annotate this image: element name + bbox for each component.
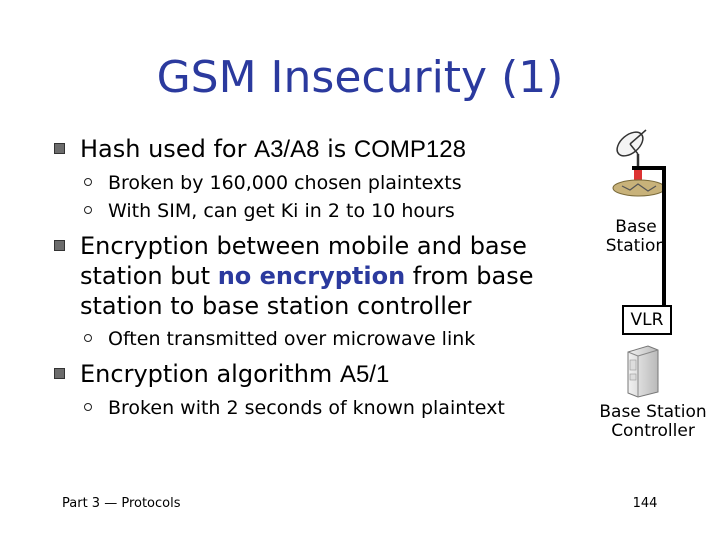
sub-bullet-item (54, 169, 594, 197)
bullet-text: from base station to base station controller (80, 262, 534, 320)
bullet-text: is (319, 135, 354, 163)
circle-bullet-icon (84, 403, 92, 411)
bullet-text: Encryption algorithm (80, 360, 340, 388)
bullet-text: no encryption (217, 262, 406, 290)
footer-text: Part 3 — Protocols (62, 496, 181, 511)
sub-bullet-item (54, 325, 594, 353)
bullet-text: COMP128 (353, 136, 466, 163)
bullet-text: Hash used for (80, 135, 255, 163)
page-number: 144 (632, 496, 658, 511)
circle-bullet-icon (84, 334, 92, 342)
base-station-label: Base Station (605, 217, 667, 256)
bullet-list (54, 134, 594, 428)
bullet-text: A5/1 (339, 361, 390, 388)
bullet-item (54, 231, 594, 321)
sub-bullet-item (54, 394, 594, 422)
bullet-text: Encryption between mobile and base station but (80, 232, 527, 290)
square-bullet-icon (54, 240, 65, 251)
sub-bullet-text: With SIM, can get Ki in 2 to 10 hours (108, 200, 455, 222)
bullet-item (54, 359, 594, 390)
server-tower-icon (624, 344, 662, 398)
slide-title: GSM Insecurity (1) (156, 52, 564, 103)
circle-bullet-icon (84, 206, 92, 214)
sub-bullet-text: Broken by 160,000 chosen plaintexts (108, 172, 462, 194)
base-station-controller-label: Base Station Controller (599, 402, 707, 441)
square-bullet-icon (54, 368, 65, 379)
vlr-box: VLR (622, 305, 672, 335)
sub-bullet-text: Often transmitted over microwave link (108, 328, 476, 350)
square-bullet-icon (54, 143, 65, 154)
bullet-item (54, 134, 594, 165)
circle-bullet-icon (84, 178, 92, 186)
bullet-text: A3/A8 (254, 136, 320, 163)
sub-bullet-item (54, 197, 594, 225)
sub-bullet-text: Broken with 2 seconds of known plaintext (108, 397, 505, 419)
